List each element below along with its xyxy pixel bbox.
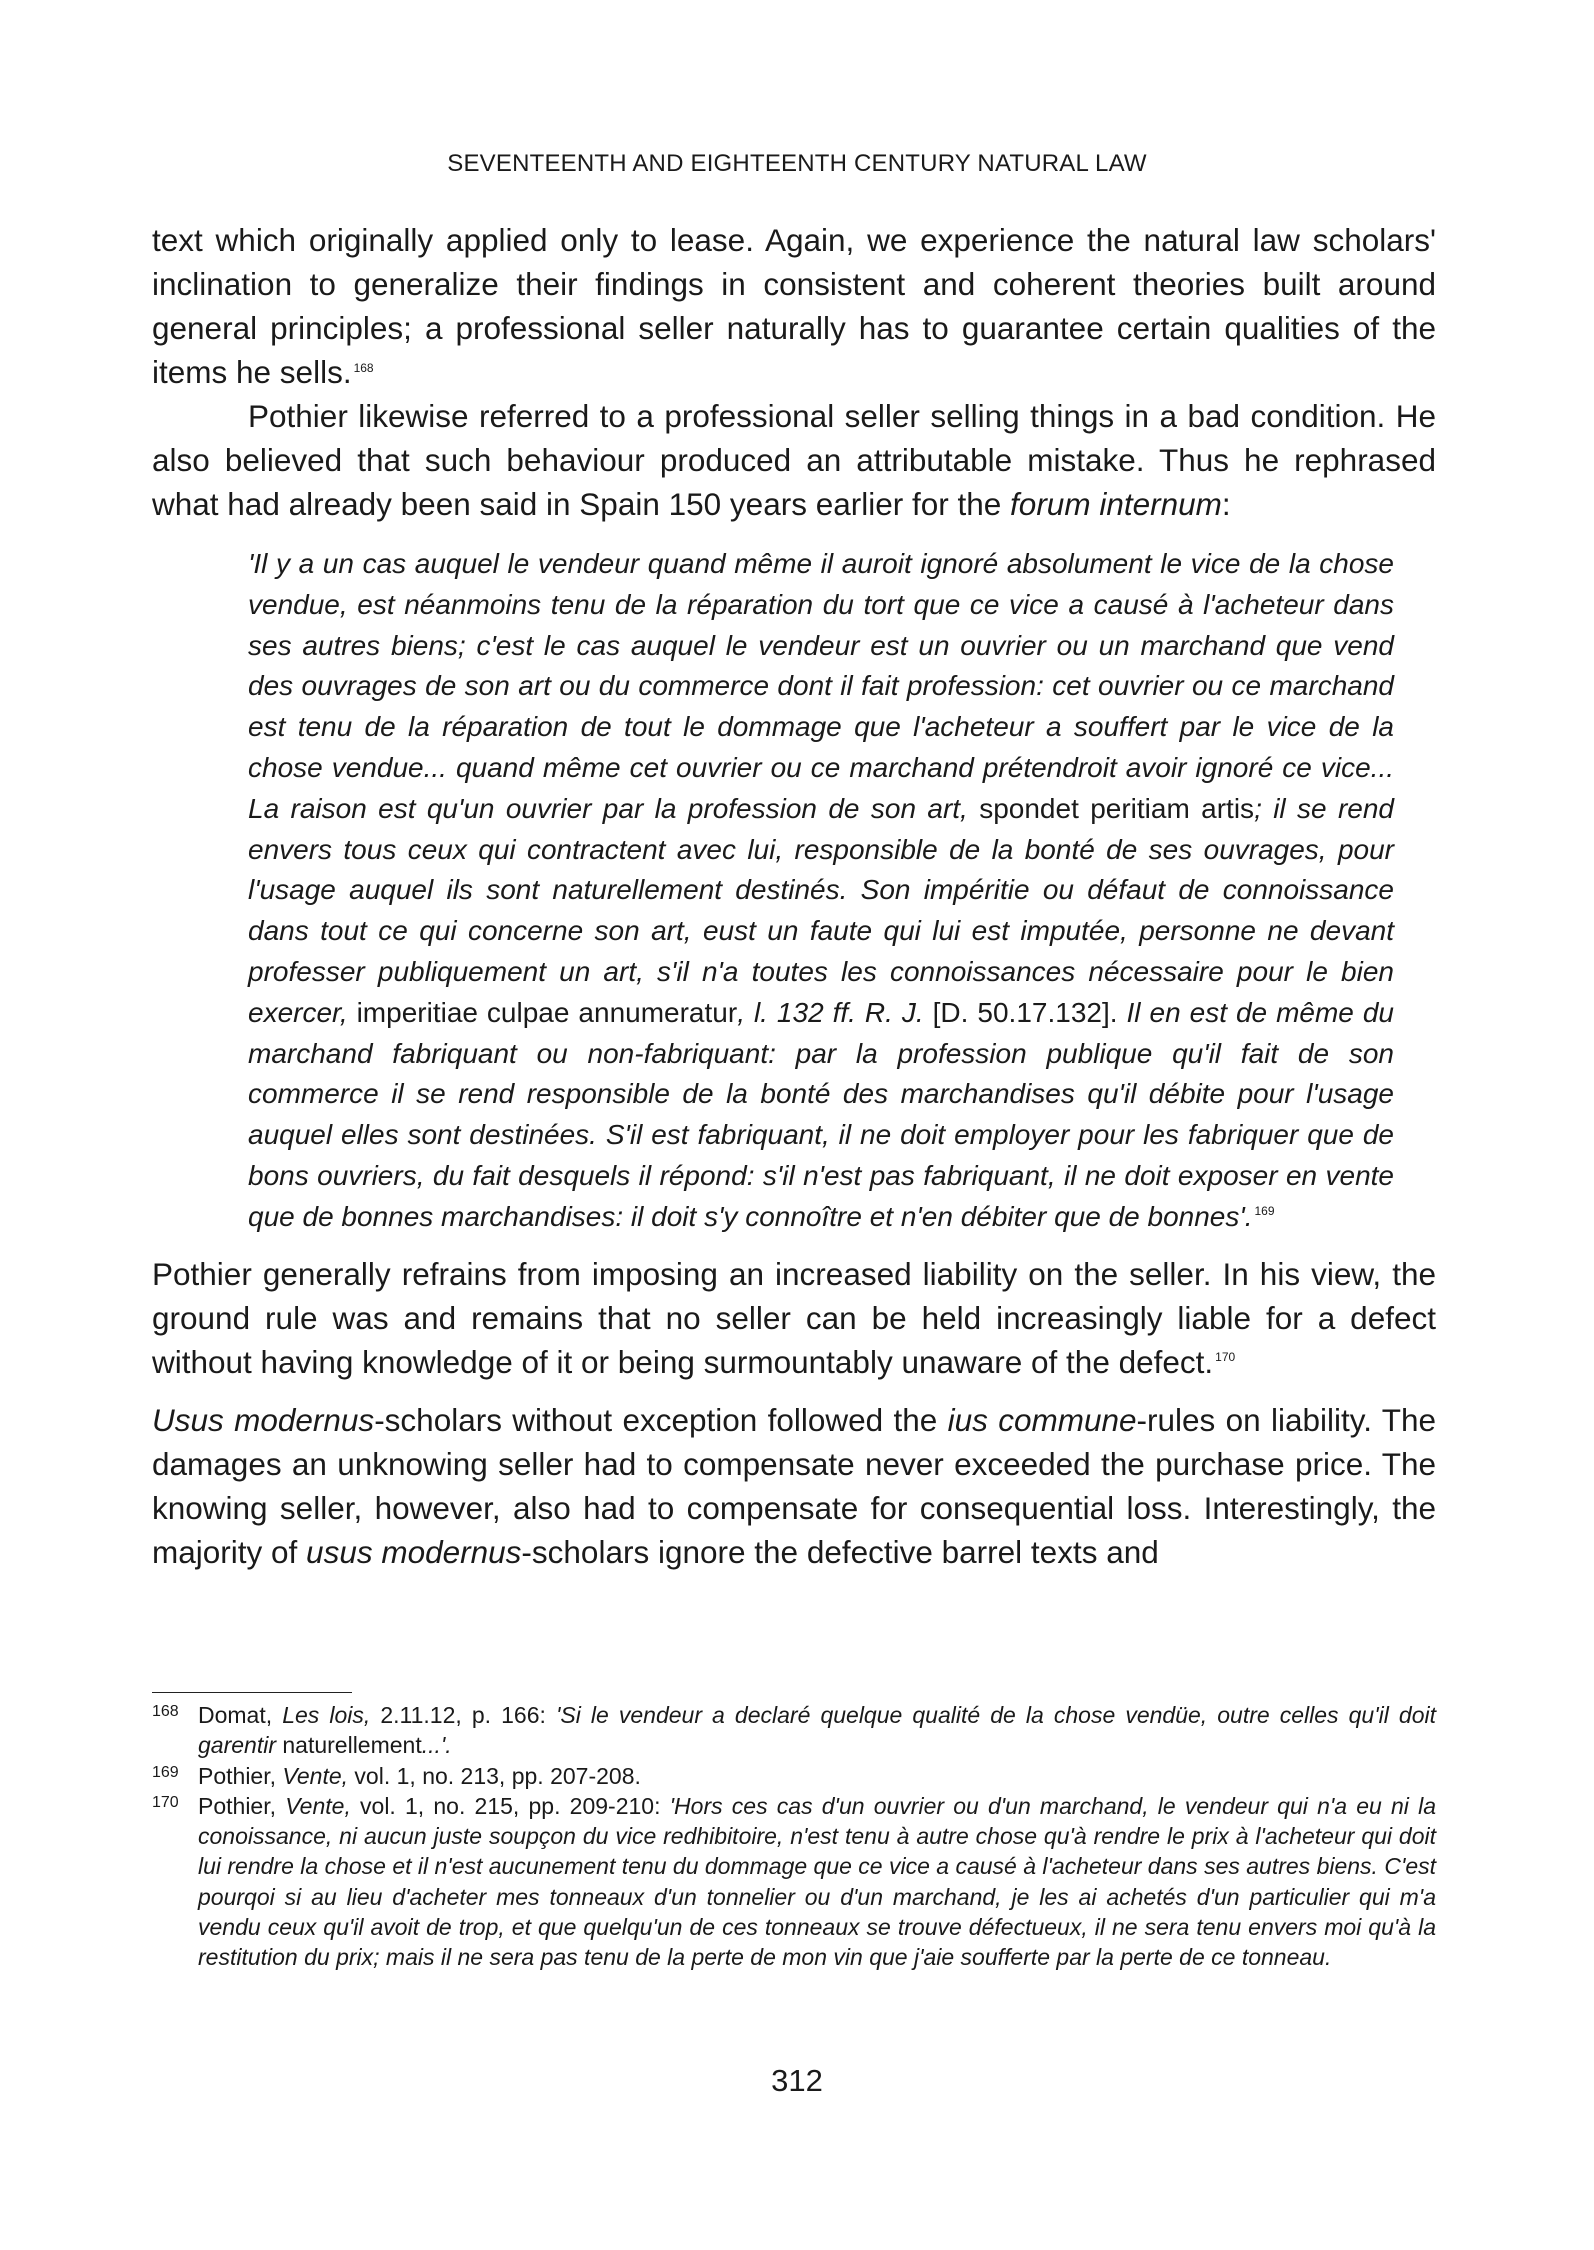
footnotes [152, 1700, 1436, 1973]
footnote-text: Domat, Les lois, 2.11.12, p. 166: 'Si le vendeur a declaré quelque qualité de la chose vendüe, outre celles qu'il doit garentir naturellement...'. [198, 1702, 1436, 1759]
paragraph-2: Pothier likewise referred to a professional seller selling things in a bad condition. He also believed that such behaviour produced an attributable mistake. Thus he rephrased what had already been said in Spain 150 years earlier for the forum internum: [152, 398, 1436, 522]
running-head: SEVENTEENTH AND EIGHTEENTH CENTURY NATURAL LAW [447, 150, 1147, 177]
footnote-170 [152, 1791, 1436, 1973]
footnote-number: 168 [152, 1703, 179, 1720]
footnote-text: Pothier, Vente, vol. 1, no. 213, pp. 207-208. [198, 1762, 641, 1789]
footnote-number: 169 [152, 1763, 179, 1781]
footnote-169 [152, 1761, 1436, 1791]
footnote-divider [152, 1692, 352, 1693]
page-number: 312 [771, 2063, 823, 2098]
block-quote: 'Il y a un cas auquel le vendeur quand même il auroit ignoré absolument le vice de la chose vendue, est néanmoins tenu de la réparation du tort que ce vice a causé à l'acheteur dans ses autres biens; c'est le cas auquel le vendeur est un ouvrier ou un marchand que vend des ouvrages de son art ou du commerce dont il fait profession: cet ouvrier ou ce marchand est tenu de la réparation de tout le dommage que l'acheteur a souffert par le vice de la chose vendue... quand même cet ouvrier ou ce marchand prétendroit avoir ignoré ce vice... La raison est qu'un ouvrier par la profession de son art, spondet peritiam artis; il se rend envers tous ceux qui contractent avec lui, responsible de la bonté de ses ouvrages, pour l'usage auquel ils sont naturellement destinés. Son impéritie ou défaut de connoissance dans tout ce qui concerne son art, eust un faute qui lui est imputée, personne ne devant professer publiquement un art, s'il n'a toutes les connoissances nécessaire pour le bien exercer, imperitiae culpae annumeratur, l. 132 ff. R. J. [D. 50.17.132]. Il en est de même du marchand fabriquant ou non-fabriquant: par la profession publique qu'il fait de son commerce il se rend responsible de la bonté des marchandises qu'il débite pour l'usage auquel elles sont destinées. S'il est fabriquant, il ne doit employer pour les fabriquer que de bons ouvriers, du fait desquels il répond: s'il n'est pas fabriquant, il ne doit exposer en vente que de bonnes marchandises: il doit s'y connoître et n'en débiter que de bonnes'. $^{169}$ [248, 548, 1394, 1232]
footnote-ref-168[interactable]: 168 [353, 360, 374, 375]
body-text [152, 218, 1436, 1574]
footnote-number: 170 [152, 1793, 179, 1811]
footnote-text: Pothier, Vente, vol. 1, no. 215, pp. 209-210: 'Hors ces cas d'un ouvrier ou d'un marchand, le vendeur qui n'a eu ni la conoissance, ni aucun juste soupçon du vice redhibitoire, n'est tenu à autre chose qu'à rendre le prix à l'acheteur qui doit lui rendre la chose et il n'est aucunement tenu du dommage que ce vice a causé à l'acheteur dans ses autres biens. C'est pourqoi si au lieu d'acheter mes tonneaux d'un tonnelier ou d'un marchand, je les ai achetés d'un particulier qui m'a vendu ceux qu'il avoit de trop, et que quelqu'un de ces tonneaux se trouve défectueux, il ne sera tenu envers moi qu'à la restitution du prix; mais il ne sera pas tenu de la perte de mon vin que j'aie soufferte par la perte de ce tonneau. [198, 1792, 1437, 1971]
footnote-ref-170[interactable]: 170 [1215, 1350, 1236, 1365]
paragraph-3: Pothier generally refrains from imposing an increased liability on the seller. In his view, the ground rule was and remains that no seller can be held increasingly liable for a defect without having knowledge of it or being surmountably unaware of the defect. $^{170}$ [152, 1255, 1436, 1380]
footnote-ref-169[interactable]: 169 [1254, 1204, 1275, 1219]
footnote-168 [152, 1700, 1436, 1761]
paragraph-1: text which originally applied only to lease. Again, we experience the natural law scholars' inclination to generalize their findings in consistent and coherent theories built around general principles; a professional seller naturally has to guarantee certain qualities of the items he sells. $^{168}$ [152, 222, 1436, 390]
paragraph-4: Usus modernus-scholars without exception followed the ius commune-rules on liability. The damages an unknowing seller had to compensate never exceeded the purchase price. The knowing seller, however, also had to compensate for consequential loss. Interestingly, the majority of usus modernus-scholars ignore the defective barrel texts and [152, 1401, 1436, 1570]
